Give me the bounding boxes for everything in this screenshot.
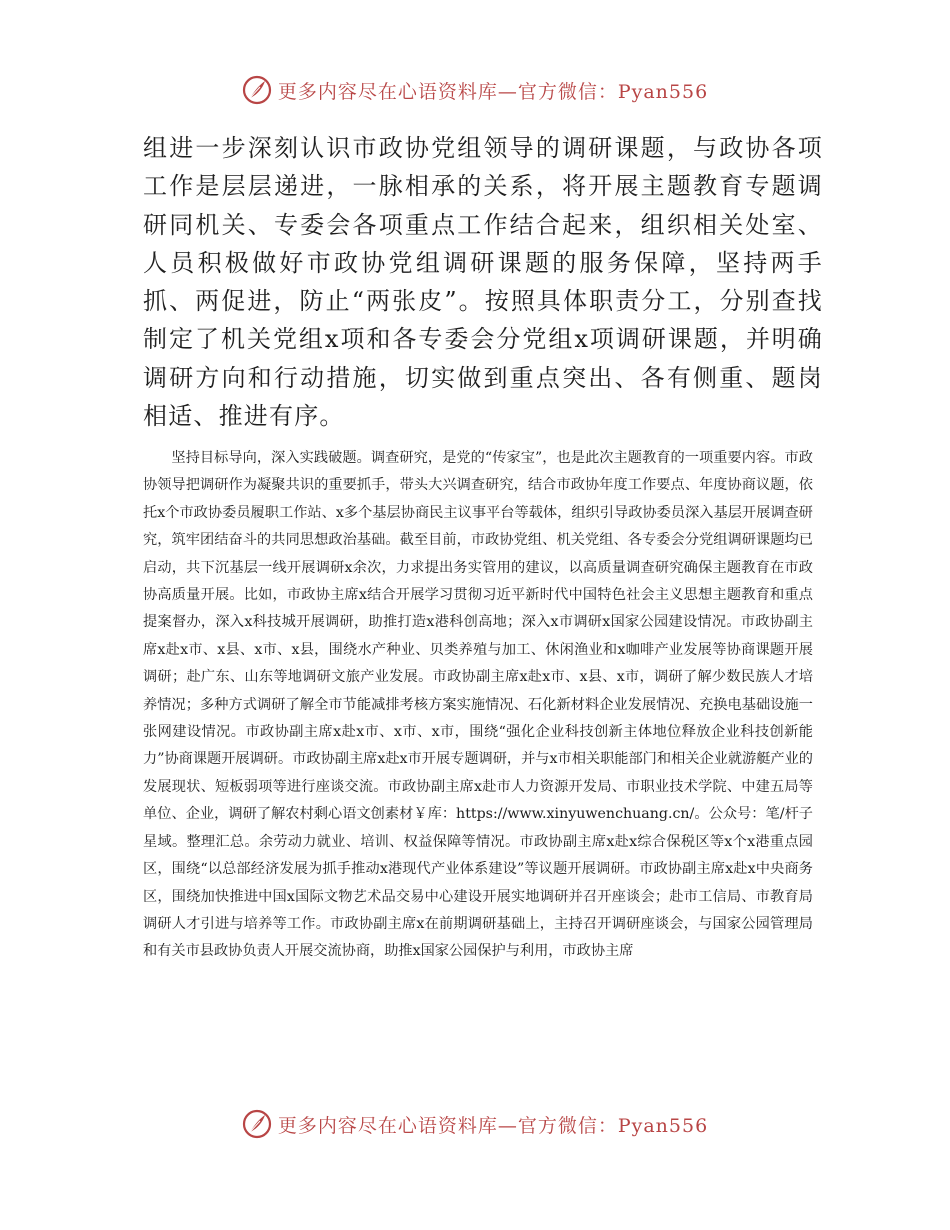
paragraph-large: 组进一步深刻认识市政协党组领导的调研课题，与政协各项工作是层层递进，一脉相承的关系，将开展主题教育专题调研同机关、专委会各项重点工作结合起来，组织相关处室、人员积极做好市政协党组调研课题的服务保障，坚持两手抓、两促进，防止“两张皮”。按照具体职责分工，分别查找制定了机关党组x项和各专委会分党组x项调研课题，并明确调研方向和行动措施，切实做到重点突出、各有侧重、题岗相适、推进有序。 — [143, 134, 823, 431]
header-banner[interactable] — [0, 70, 950, 110]
header-banner-text: 更多内容尽在心语资料库—官方微信：Pyan556 — [277, 80, 709, 103]
feather-pen-logo-icon — [242, 1109, 272, 1139]
feather-pen-logo-icon — [242, 75, 272, 105]
paragraph-small: 坚持目标导向，深入实践破题。调查研究，是党的“传家宝”，也是此次主题教育的一项重要内容。市政协领导把调研作为凝聚共识的重要抓手，带头大兴调查研究，结合市政协年度工作要点、年度协商议题，依托x个市政协委员履职工作站、x多个基层协商民主议事平台等载体，组织引导政协委员深入基层开展调查研究，筑牢团结奋斗的共同思想政治基础。截至目前，市政协党组、机关党组、各专委会分党组调研课题均已启动，共下沉基层一线开展调研x余次，力求提出务实管用的建议，以高质量调查研究确保主题教育在市政协高质量开展。比如，市政协主席x结合开展学习贯彻习近平新时代中国特色社会主义思想主题教育和重点提案督办，深入x科技城开展调研，助推打造x港科创高地；深入x市调研x国家公园建设情况。市政协副主席x赴x市、x县、x市、x县，围绕水产种业、贝类养殖与加工、休闲渔业和x咖啡产业发展等协商课题开展调研；赴广东、山东等地调研文旅产业发展。市政协副主席x赴x市、x县、x市，调研了解少数民族人才培养情况；多种方式调研了解全市节能减排考核方案实施情况、石化新材料企业发展情况、充换电基础设施一张网建设情况。市政协副主席x赴x市、x市、x市，围绕“强化企业科技创新主体地位释放企业科技创新能力”协商课题开展调研。市政协副主席x赴x市开展专题调研，并与x市相关职能部门和相关企业就游艇产业的发展现状、短板弱项等进行座谈交流。市政协副主席x赴市人力资源开发局、市职业技术学院、中建五局等单位、企业，调研了解农村剩心语文创素材￥库：https://www.xinyuwenchuang.cn/。公众号：笔/杆子星域。整理汇总。余劳动力就业、培训、权益保障等情况。市政协副主席x赴x综合保税区等x个x港重点园区，围绕“以总部经济发展为抓手推动x港现代产业体系建设”等议题开展调研。市政协副主席x赴x中央商务区，围绕加快推进中国x国际文物艺术品交易中心建设开展实地调研并召开座谈会；赴市工信局、市教育局调研人才引进与培养等工作。市政协副主席x在前期调研基础上，主持召开调研座谈会，与国家公园管理局和有关市县政协负责人开展交流协商，助推x国家公园保护与利用，市政协主席 — [143, 450, 813, 960]
footer-banner-text: 更多内容尽在心语资料库—官方微信：Pyan556 — [277, 1114, 709, 1137]
footer-banner[interactable] — [0, 1104, 950, 1144]
